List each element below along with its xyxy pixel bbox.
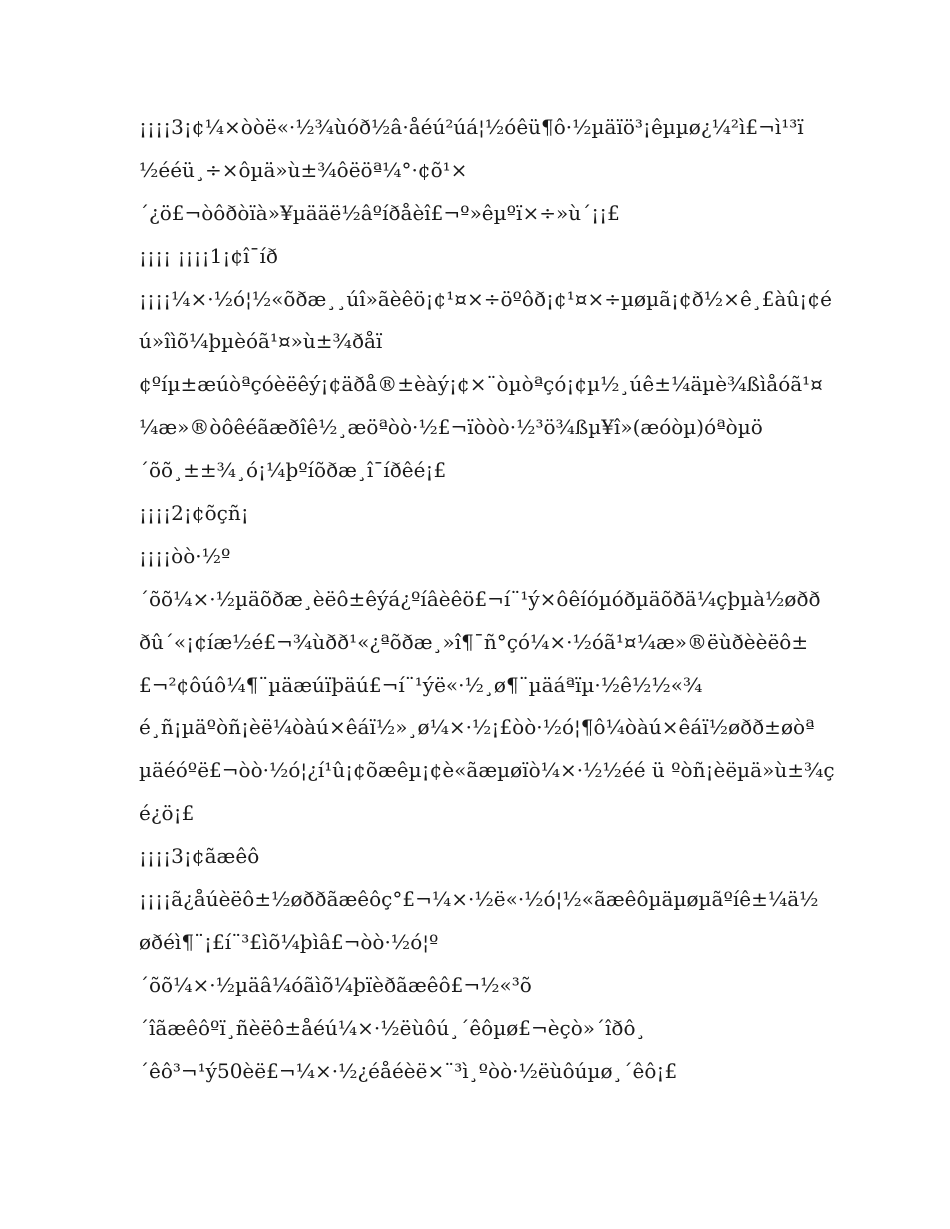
- text-line: ðû´«¡¢íæ½é£¬¾ùðð¹«¿ªõðæ¸»î¶¯ñ°çó¼×·½óã¹¤¼æ»®ëùðèèëô±: [139, 629, 809, 654]
- text-line: é¿ö¡£: [139, 801, 195, 826]
- text-line: ¼æ»®òôêéãæðîê½¸æöªòò·½£¬ïòòò·½³ö¾ßµ¥î»(æóòµ)óªòµö: [139, 415, 763, 440]
- text-line: ¡¡¡¡¼×·½ó¦½«õðæ¸¸úî»ãèêö¡¢¹¤×÷öºôð¡¢¹¤×÷µøµã¡¢ð½×ê¸£àû¡¢é: [139, 286, 832, 311]
- text-line: ¡¡¡¡ã¿åúèëô±½øððãæêôç°£¬¼×·½ë«·½ó¦½«ãæêôµäµøµãºíê±¼ä½: [139, 887, 819, 912]
- text-line: ´îãæêôºï¸ñèëô±åéú¼×·½ëùôú¸´êôµø£¬èçò»´îðô¸: [139, 1015, 646, 1040]
- text-line: ´¿ö£¬òôðòïà»¥µääë½âºíðåèî£¬º»êµºï×÷»ù´¡¡£: [139, 200, 620, 225]
- text-line: £¬²¢ôúô¼¶¨µäæúïþäú£¬í¨¹ýë«·½¸ø¶¨µäáªïµ·½ê½½«¾: [139, 672, 703, 697]
- section-heading: ¡¡¡¡3¡¢ãæêô: [139, 844, 260, 869]
- text-line: ¢ºíµ±æúòªçóèëêý¡¢äðå®±èàý¡¢×¨òµòªçó¡¢µ½¸úê±¼äµè¾ßìåóã¹¤: [139, 372, 823, 397]
- text-line: ´õõ¼×·½µäõðæ¸èëô±êýá¿ºíâèêö£¬í¨¹ý×ôêíóµóðµäõðä¼çþµà½øðð: [139, 586, 821, 611]
- text-line: ´õõ¸±±¾¸ó¡¼þºíõðæ¸î¯íðêé¡£: [139, 458, 447, 483]
- section-heading: ¡¡¡¡2¡¢õçñ¡: [139, 501, 249, 526]
- section-heading: ¡¡¡¡ ¡¡¡¡1¡¢î¯íð: [139, 243, 278, 268]
- text-line: ¡¡¡¡òò·½º: [139, 543, 231, 568]
- text-line: ´êô³¬¹ý50èë£¬¼×·½¿éåéèë×¨³ì¸ºòò·½ëùôúµø¸´êô¡£: [139, 1058, 678, 1083]
- document-body: [139, 112, 835, 1098]
- text-line: ´õõ¼×·½µäâ¼óãìõ¼þïèðãæêô£¬½«³õ: [139, 972, 532, 997]
- text-line: øðéì¶¨¡£í¨³£ìõ¼þìâ£¬òò·½ó¦º: [139, 929, 439, 954]
- text-line: ½ééü¸÷×ôµä»ù±¾ôëöª¼°·¢õ¹×: [139, 157, 468, 182]
- text-line: µäéóºë£¬òò·½ó¦¿í¹û¡¢õæêµ¡¢è«ãæµøïò¼×·½½éé ü ºòñ¡èëµä»ù±¾ç: [139, 758, 835, 783]
- text-line: é¸ñ¡µäºòñ¡èë¼òàú×êáï½»¸ø¼×·½¡£òò·½ó¦¶ô¼òàú×êáï½øðð±øòª: [139, 715, 815, 740]
- text-line: ¡¡¡¡3¡¢¼×òòë«·½¾ùóð½â·åéú²úá¦½óêü¶ô·½µäïö³¡êµµø¿¼²ì£¬ì¹³ï: [139, 115, 804, 139]
- text-line: ú»îìõ¼þµèóã¹¤»ù±¾ðåï: [139, 329, 383, 354]
